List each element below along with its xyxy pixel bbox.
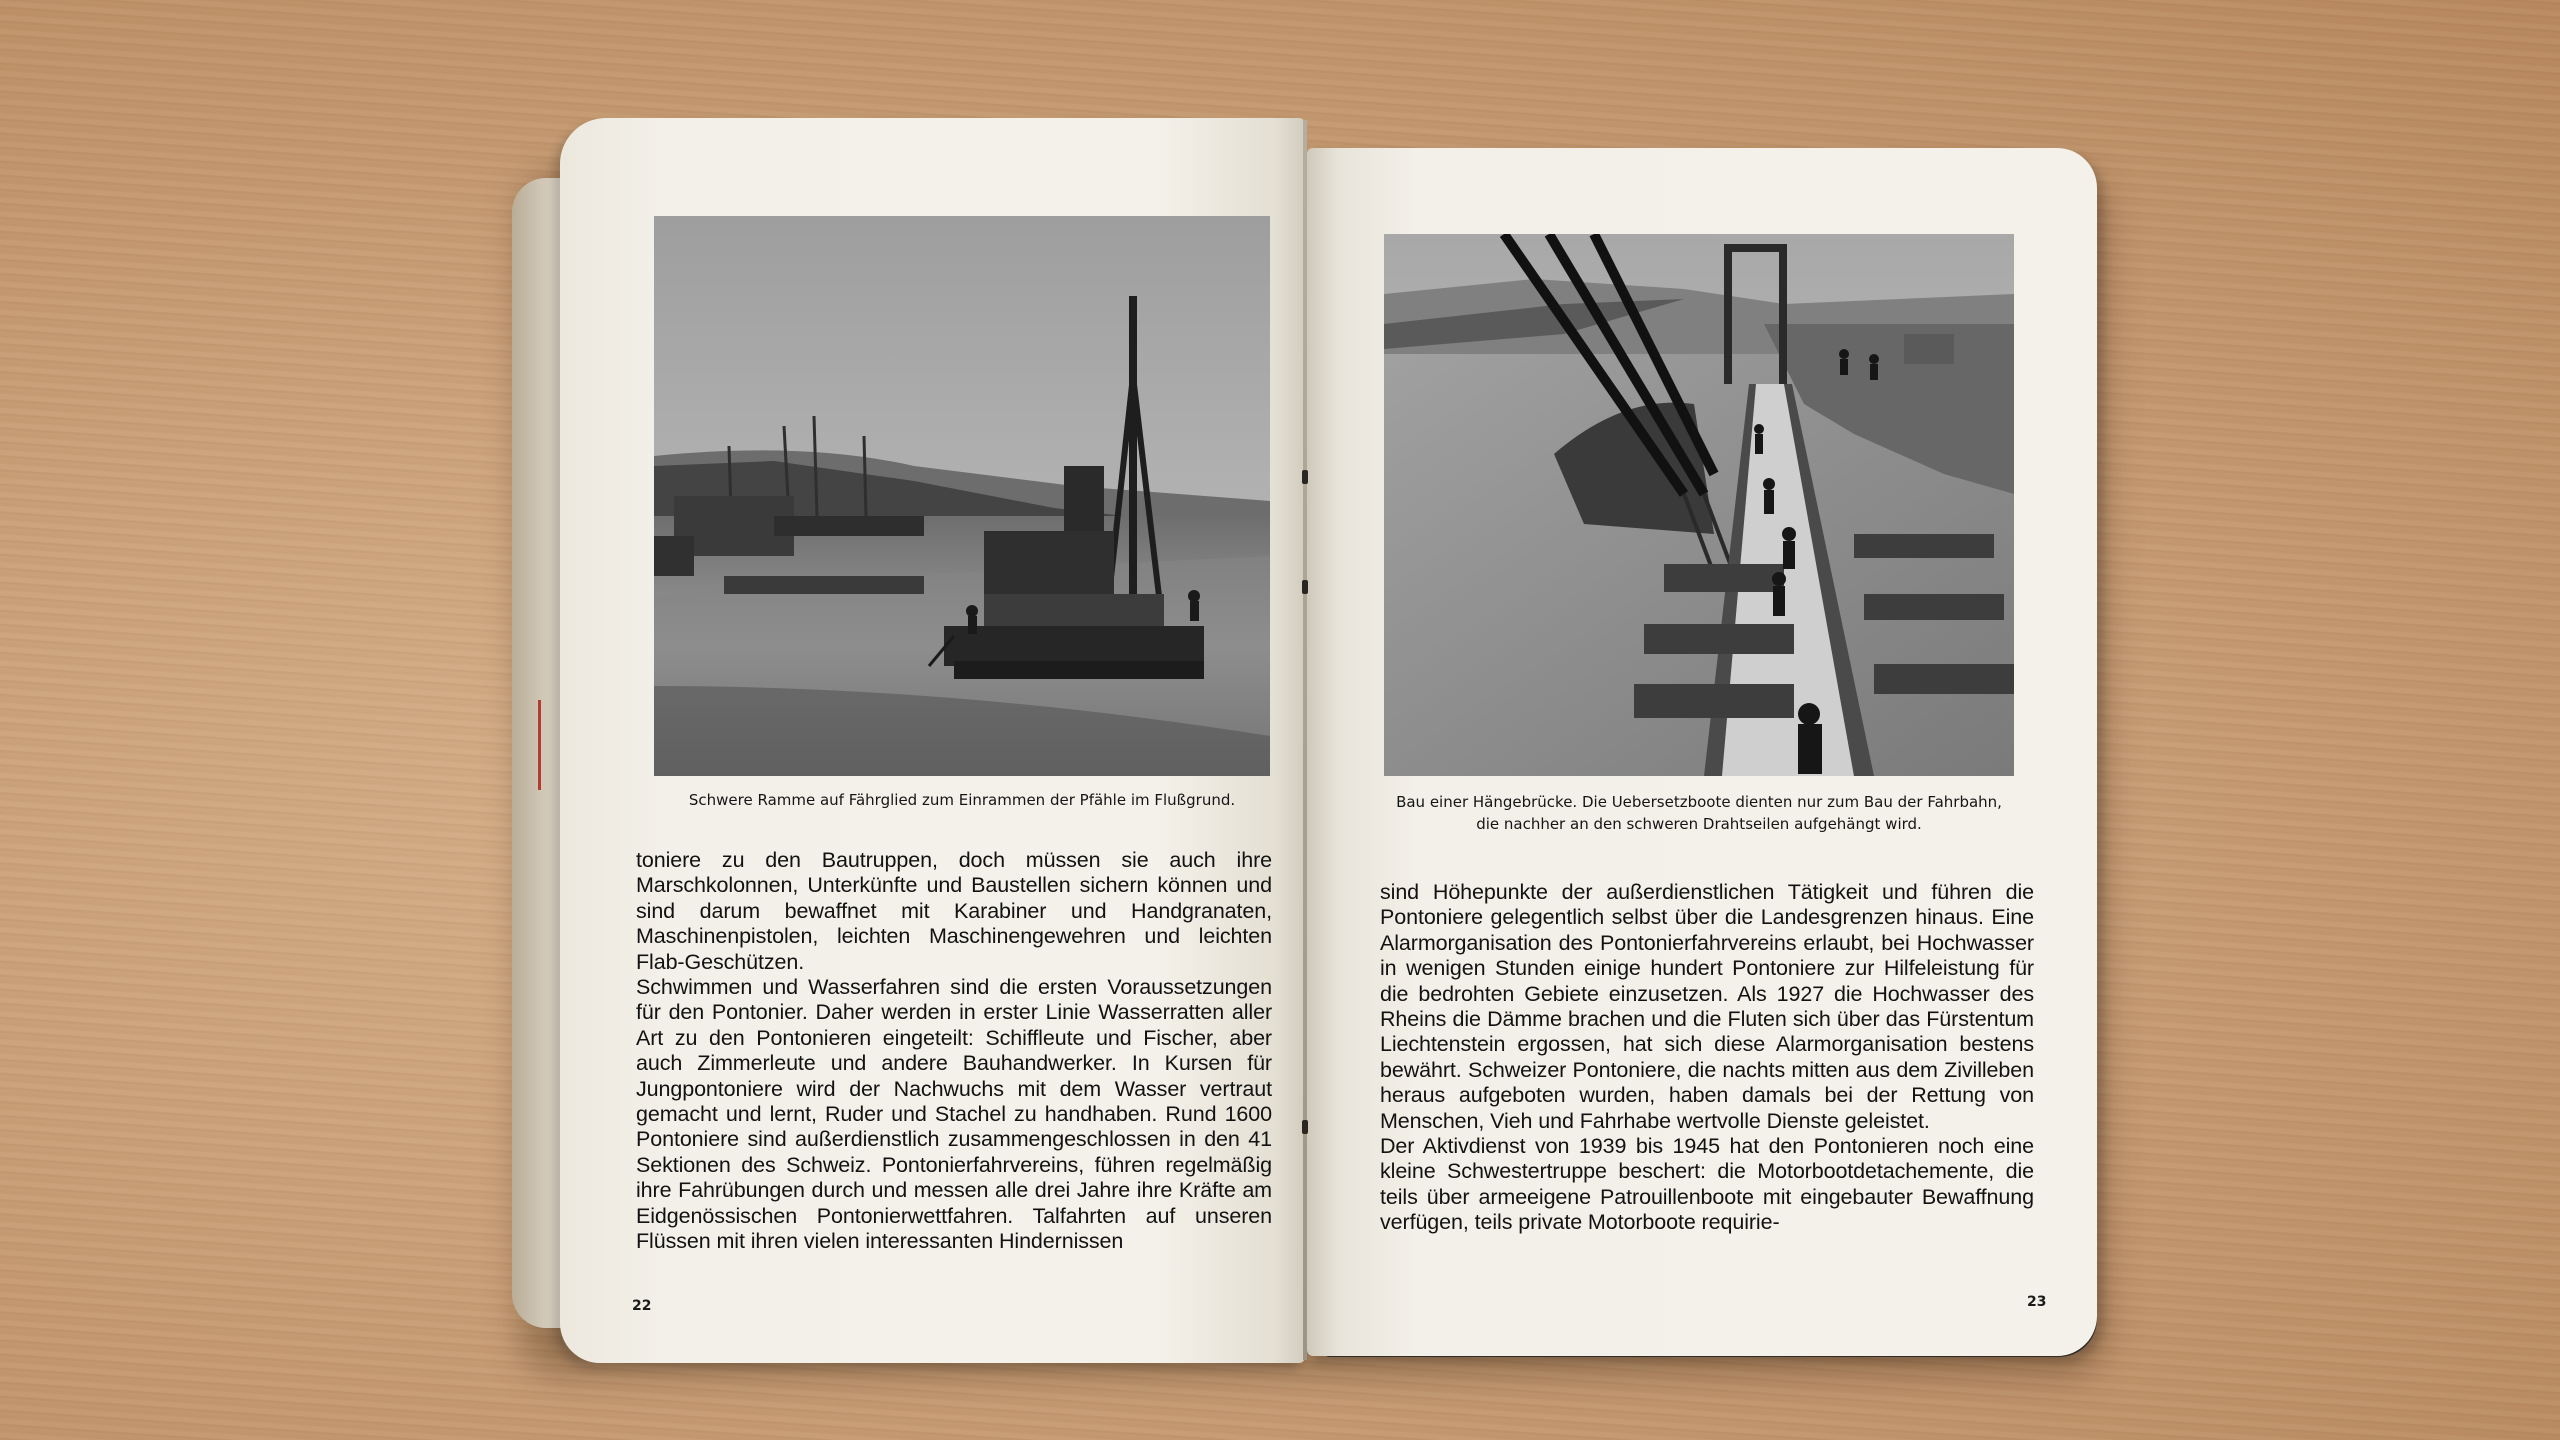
paragraph: Schwimmen und Wasserfahren sind die ersten Voraussetzungen für den Pontonier. Daher werden in erster Linie Wasserratten aller Art zu den Pontonieren eingeteilt: Schiffleute und Fischer, aber auch Zimmerleute und andere Bauhandwerker. In Kursen für Jungpontoniere wird der Nachwuchs mit dem Wasser vertraut gemacht und lernt, Ruder und Stachel zu handhaben. Rund 1600 Pontoniere sind außerdienstlich zusammengeschlossen in den 41 Sektionen des Schweiz. Pontonierfahrvereins, führen regelmäßig ihre Fahrübungen durch und messen alle drei Jahre ihre Kräfte am Eidgenössischen Pontonierwettfahren. Talfahrten auf unseren Flüssen mit ihren vielen interessanten Hindernissen (636, 975, 1272, 1254)
photo-suspension-bridge-construction (1384, 234, 2014, 776)
paragraph: sind Höhepunkte der außerdienstlichen Tätigkeit und führen die Pontoniere gelegentlich selbst über die Landesgrenzen hinaus. Eine Alarmorganisation des Pontonierfahrvereins erlaubt, bei Hochwasser in wenigen Stunden einige hundert Pontoniere zur Hilfeleistung für die bedrohten Gebiete einzusetzen. Als 1927 die Hochwasser des Rheins die Dämme brachen und die Fluten sich über das Fürstentum Liechtenstein ergossen, hat sich diese Alarmorganisation bestens bewährt. Schweizer Pontoniere, die nachts mitten aus dem Zivilleben heraus aufgeboten wurden, haben damals bei der Rettung von Menschen, Vieh und Fahrhabe wertvolle Dienste geleistet. (1380, 880, 2034, 1133)
page-number-right: 23 (2027, 1294, 2047, 1310)
staple (1302, 1120, 1308, 1134)
photo-caption-right: Bau einer Hängebrücke. Die Uebersetzboote dienten nur zum Bau der Fahrbahn, die nachher an den schweren Drahtseilen aufgehängt wird. (1396, 793, 2002, 833)
binding-thread (538, 700, 541, 790)
right-page-body (1380, 880, 2034, 1236)
left-page-body (636, 848, 1272, 1255)
paragraph: toniere zu den Bautruppen, doch müssen sie auch ihre Marschkolonnen, Unterkünfte und Baustellen sichern können und sind darum bewaffnet mit Karabiner und Handgranaten, Maschinenpistolen, leichten Maschinengewehren und leichten Flab-Geschützen. (636, 848, 1272, 974)
photo-caption-left: Schwere Ramme auf Fährglied zum Einrammen der Pfähle im Flußgrund. (688, 791, 1236, 809)
page-number-left: 22 (632, 1298, 652, 1314)
staple (1302, 470, 1308, 484)
book-spine (1303, 120, 1307, 1360)
paragraph: Der Aktivdienst von 1939 bis 1945 hat den Pontonieren noch eine kleine Schwestertruppe beschert: die Motorbootdetachemente, die teils über armeeigene Patrouillenboote mit eingebauter Bewaffnung verfügen, teils private Motorboote requirie- (1380, 1134, 2034, 1235)
staple (1302, 580, 1308, 594)
photo-pile-driver-on-ferry (654, 216, 1270, 776)
